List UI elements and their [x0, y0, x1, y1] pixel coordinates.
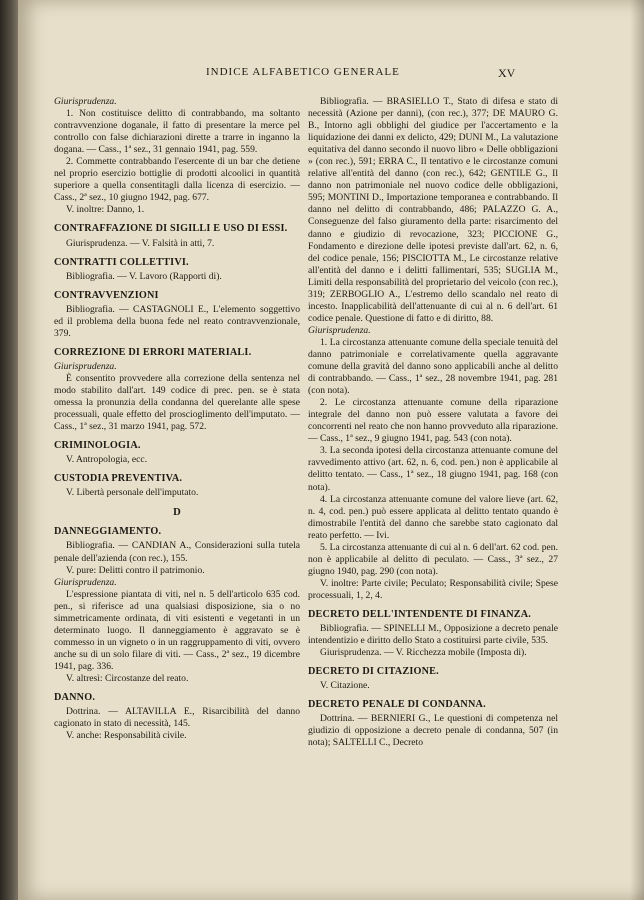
section-label: Giurisprudenza.	[54, 576, 117, 588]
section-label: Giurisprudenza.	[54, 360, 117, 372]
book-binding	[0, 0, 20, 900]
entry-paragraph: V. inoltre: Parte civile; Peculato; Responsabilità civile; Spese processuali, 1, 2, 4.	[308, 577, 558, 601]
section-label: Giurisprudenza.	[308, 324, 371, 336]
entry-paragraph: Bibliografia. — CANDIAN A., Considerazioni sulla tutela penale dell'azienda (con rec.), 155.	[54, 540, 300, 564]
entry-paragraph: 1. La circostanza attenuante comune della speciale tenuità del danno patrimoniale e correlativamente quella aggravante comune della gravità del danno sono applicabili anche al delitto di contrabbando. — Cass., 1ª sez., 28 novembre 1941, pag. 281 (con nota).	[308, 336, 558, 397]
entry-paragraph: Dottrina. — BERNIERI G., Le questioni di competenza nel giudizio di opposizione a decreto penale di condanna, 507 (in nota); SALTELLI C., Decreto	[308, 713, 558, 749]
entry-heading: CRIMINOLOGIA.	[54, 440, 141, 452]
section-label: Giurisprudenza.	[54, 96, 117, 107]
entry-paragraph: V. Libertà personale dell'imputato.	[66, 487, 199, 499]
entry-heading: CONTRAVVENZIONI	[54, 289, 159, 301]
entry-paragraph: V. Citazione.	[320, 680, 370, 692]
letter-divider: D	[173, 507, 181, 519]
entry-paragraph: Giurisprudenza. — V. Falsità in atti, 7.	[66, 237, 215, 249]
entry-paragraph: 5. La circostanza attenuante di cui al n. 6 dell'art. 62 cod. pen. non è applicabile al delitto di peculato. — Cass., 3ª sez., 27 giugno 1940, pag. 290 (con nota).	[308, 541, 558, 577]
entry-paragraph: È consentito provvedere alla correzione della sentenza nel modo stabilito dall'art. 149 codice di prec. pen. se è stata omessa la pronunzia della condanna del querelante alle spese processuali, quale effetto del proscioglimento dell'imputato. — Cass., 1ª sez., 31 marzo 1941, pag. 572.	[54, 372, 300, 433]
entry-paragraph: V. Antropologia, ecc.	[66, 454, 148, 466]
running-title: INDICE ALFABETICO GENERALE	[206, 66, 400, 78]
entry-paragraph: Bibliografia. — CASTAGNOLI E., L'elemento soggettivo ed il problema della buona fede nel reato contravvenzionale, 379.	[54, 303, 300, 339]
entry-heading: CORREZIONE DI ERRORI MATERIALI.	[54, 346, 252, 358]
book-page	[18, 0, 644, 900]
entry-paragraph: V. pure: Delitti contro il patrimonio.	[66, 564, 205, 576]
entry-heading: DANNEGGIAMENTO.	[54, 526, 162, 538]
right-column	[308, 96, 558, 749]
entry-paragraph: V. altresì: Circostanze del reato.	[66, 672, 189, 684]
entry-heading: CONTRATTI COLLETTIVI.	[54, 256, 189, 268]
entry-heading: DECRETO DELL'INTENDENTE DI FINANZA.	[308, 608, 532, 620]
entry-paragraph: Bibliografia. — BRASIELLO T., Stato di difesa e stato di necessità (Azione per danni), (con rec.), 377; DE MAURO G. B., Intorno agli obblighi del giudice per l'accertamento e la liquidazione dei danni ex delicto, 429; DUNI M., La valutazione equitativa del danno secondo il nuovo libro « Delle obbligazioni » (con rec.), 591; ERRA C., Il tentativo e le circostanze comuni relative all'entità del danno (con rec.), 642; GENTILE G., Il danno non patrimoniale nel nuovo codice delle obbligazioni, 595; MONTINI D., Importazione temporanea e contrabbando. Il danno nel delitto di contrabbando, 486; PALAZZO G. A., Conseguenze del falso giuramento della parte: risarcimento del danno e giudizio di revocazione, 323; PICCIONE G., Fondamento e direzione delle ipotesi previste dall'art. 62, n. 6, del codice penale, 156; PISCIOTTA M., Le circostanze relative all'entità del danno e i delitti fallimentari, 535; SUGLIA M., Limiti della responsabilità del proprietario del veicolo (con rec.), 319; ZERBOGLIO A., L'estremo dello scandalo nel reato di incesto. Inapplicabilità dell'attenuante di cui al n. 6 dell'art. 61 codice penale. Questione di fatto e di diritto, 88.	[308, 96, 558, 324]
page-number: XV	[498, 66, 516, 80]
entry-paragraph: Bibliografia. — V. Lavoro (Rapporti di).	[66, 270, 222, 282]
entry-paragraph: L'espressione piantata di viti, nel n. 5 dell'articolo 635 cod. pen., si riferisce ad una qualsiasi disposizione, sia o no simmetricamente ordinata, di viti esistenti e vegetanti in un determinato luogo. Il danneggiamento è aggravato se è commesso in un vigneto o in un raggruppamento di viti, ovvero anche su di un solo filare di viti. — Cass., 2ª sez., 19 dicembre 1941, pag. 336.	[54, 588, 300, 672]
entry-paragraph: 3. La seconda ipotesi della circostanza attenuante comune del ravvedimento attivo (art. 62, n. 6, cod. pen.) non è applicabile al delitto tentato. — Cass., 1ª sez., 18 giugno 1941, pag. 168 (con nota).	[308, 445, 558, 493]
entry-heading: CONTRAFFAZIONE DI SIGILLI E USO DI ESSI.	[54, 223, 288, 235]
entry-paragraph: 2. Commette contrabbando l'esercente di un bar che detiene nel proprio esercizio bottiglie di prodotti alcoolici in quantità superiore a quella consentitagli dalla licenza di esercizio. — Cass., 2ª sez., 10 giugno 1942, pag. 677.	[54, 156, 300, 204]
running-header	[18, 66, 644, 82]
entry-paragraph: 2. Le circostanza attenuante comune della riparazione integrale del danno non può essere valutata a favore dei concorrenti nel reato che non hanno provveduto alla riparazione. — Cass., 1ª sez., 9 giugno 1941, pag. 543 (con nota).	[308, 397, 558, 445]
entry-paragraph: Dottrina. — ALTAVILLA E., Risarcibilità del danno cagionato in stato di necessità, 145.	[54, 706, 300, 730]
entry-paragraph: V. anche: Responsabilità civile.	[66, 730, 187, 742]
entry-paragraph: Giurisprudenza. — V. Ricchezza mobile (Imposta di).	[320, 647, 527, 659]
left-column	[54, 96, 300, 742]
entry-heading: DECRETO DI CITAZIONE.	[308, 666, 439, 678]
entry-paragraph: Bibliografia. — SPINELLI M., Opposizione a decreto penale intendentizio e diritto dello Stato a costituirsi parte civile, 535.	[308, 623, 558, 647]
entry-paragraph: V. inoltre: Danno, 1.	[66, 204, 145, 216]
entry-paragraph: 4. La circostanza attenuante comune del valore lieve (art. 62, n. 4, cod. pen.) può essere applicata al delitto tentato quando è dimostrabile l'entità del danno che sarebbe stato cagionato dal reato perfetto. — Ivi.	[308, 493, 558, 541]
entry-heading: DANNO.	[54, 692, 96, 704]
entry-heading: CUSTODIA PREVENTIVA.	[54, 473, 183, 485]
entry-paragraph: 1. Non costituisce delitto di contrabbando, ma soltanto contravvenzione doganale, il fatto di presentare la merce pel controllo con false dichiarazioni dirette a trarre in inganno la dogana. — Cass., 1ª sez., 31 gennaio 1941, pag. 559.	[54, 108, 300, 156]
entry-heading: DECRETO PENALE DI CONDANNA.	[308, 699, 486, 711]
